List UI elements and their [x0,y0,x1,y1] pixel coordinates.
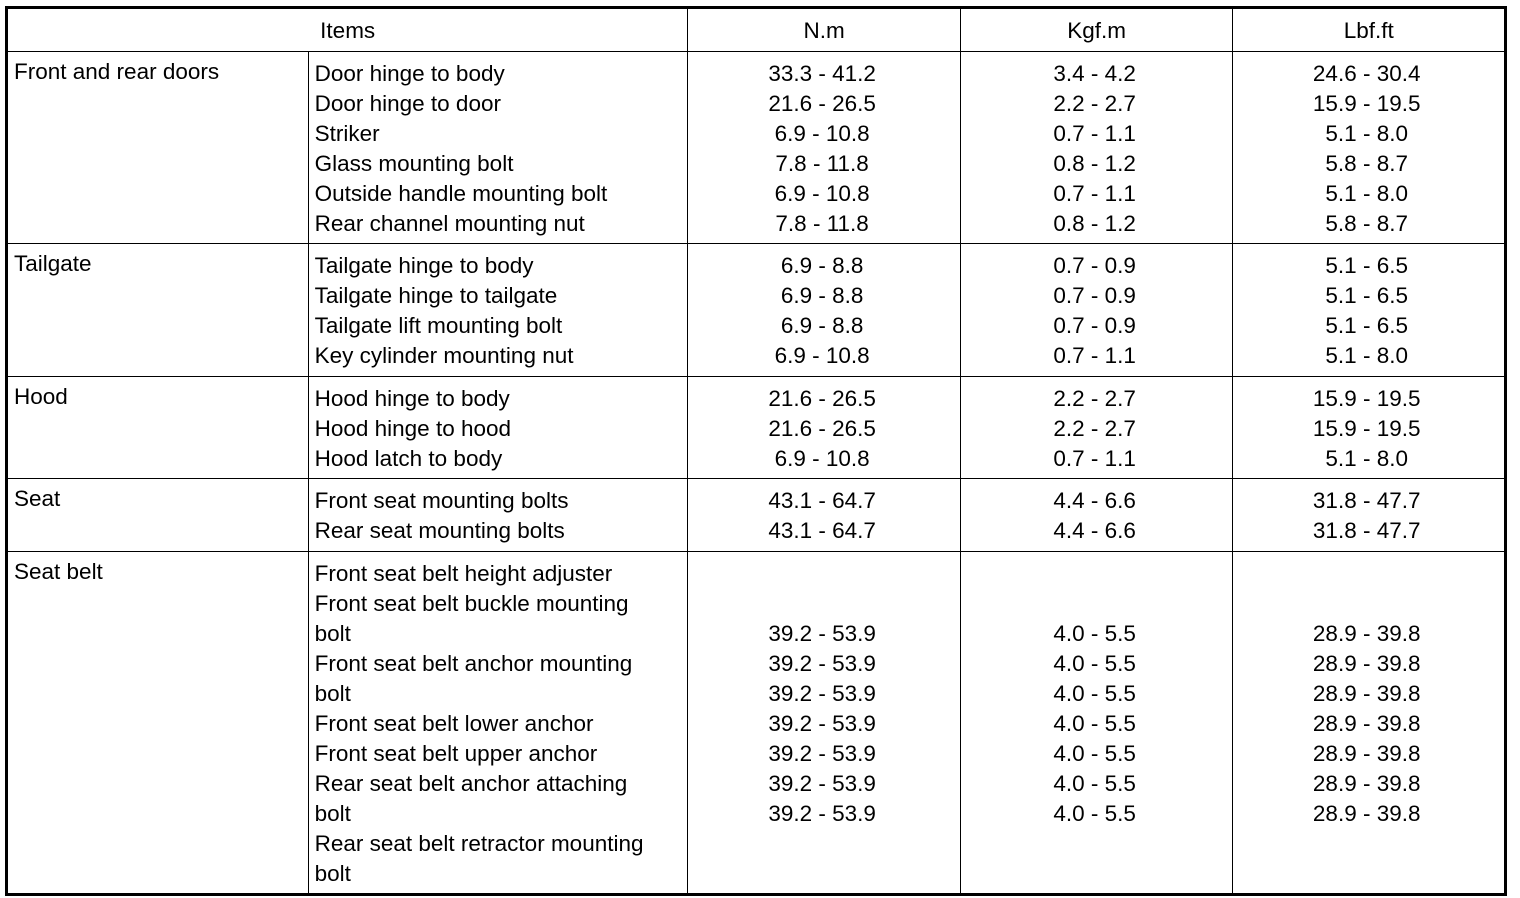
item-label: Glass mounting bolt [314,151,514,176]
item-label: Front seat belt buckle mounting [314,591,629,616]
nm-value: 7.8 - 11.8 [775,151,869,176]
item-label: bolt [314,861,351,886]
kgfm-value: 2.2 - 2.7 [1053,386,1136,411]
lbfft-value: 15.9 - 19.5 [1312,416,1421,441]
nm-value: 7.8 - 11.8 [775,211,869,236]
lbfft-value: 5.1 - 6.5 [1325,283,1408,308]
kgfm-value: 0.7 - 1.1 [1053,446,1136,471]
nm-value: 6.9 - 10.8 [774,446,870,471]
kgfm-value: 2.2 - 2.7 [1053,416,1136,441]
item-label: Hood latch to body [314,446,503,471]
nm-value: 21.6 - 26.5 [768,386,876,411]
item-label: Outside handle mounting bolt [314,181,608,206]
item-label: Door hinge to body [314,61,505,86]
item-label: Key cylinder mounting nut [314,343,574,368]
nm-value: 39.2 - 53.9 [768,711,876,736]
lbfft-value: 31.8 - 47.7 [1312,518,1421,543]
lbfft-value: 5.1 - 8.0 [1325,446,1408,471]
lbfft-value: 5.8 - 8.7 [1325,211,1408,236]
item-label: Door hinge to door [314,91,501,116]
kgfm-value: 0.7 - 0.9 [1053,283,1136,308]
group-row-hood [7,377,1506,479]
kgfm-value: 3.4 - 4.2 [1053,61,1136,86]
item-label: bolt [314,621,351,646]
nm-values [688,552,961,895]
lbfft-value: 5.8 - 8.7 [1325,151,1408,176]
header-lbfft: Lbf.ft [1233,8,1506,52]
kgfm-value: 0.7 - 0.9 [1053,253,1136,278]
item-label: bolt [314,681,351,706]
lbfft-values [1233,479,1506,552]
nm-value: 39.2 - 53.9 [768,801,876,826]
item-label: Hood hinge to hood [314,416,512,441]
item-label: Front seat mounting bolts [314,488,569,513]
nm-value: 39.2 - 53.9 [768,741,876,766]
kgfm-value: 4.0 - 5.5 [1053,711,1136,736]
lbfft-values [1233,552,1506,895]
header-nm: N.m [688,8,961,52]
nm-value: 6.9 - 10.8 [774,181,870,206]
header-row [7,8,1506,52]
group-name: Seat belt [7,552,309,895]
kgfm-values [960,244,1233,377]
kgfm-value: 4.0 - 5.5 [1053,741,1136,766]
group-name: Hood [7,377,309,479]
lbfft-values [1233,377,1506,479]
item-list [308,244,688,377]
lbfft-values [1233,52,1506,244]
kgfm-values [960,479,1233,552]
item-label: Front seat belt height adjuster [314,561,613,586]
kgfm-values [960,377,1233,479]
group-name: Tailgate [7,244,309,377]
item-list [308,52,688,244]
lbfft-value: 5.1 - 8.0 [1325,343,1408,368]
item-label: Tailgate hinge to tailgate [314,283,558,308]
kgfm-value: 4.0 - 5.5 [1053,651,1136,676]
item-label: Rear seat mounting bolts [314,518,565,543]
nm-value: 39.2 - 53.9 [768,771,876,796]
kgfm-value: 4.4 - 6.6 [1053,518,1136,543]
group-row-seatbelt [7,552,1506,895]
kgfm-value: 2.2 - 2.7 [1053,91,1136,116]
nm-values [688,244,961,377]
torque-spec-table [5,6,1507,896]
group-row-doors [7,52,1506,244]
nm-value: 6.9 - 10.8 [774,121,870,146]
lbfft-value: 5.1 - 8.0 [1325,181,1408,206]
item-list [308,479,688,552]
lbfft-value: 31.8 - 47.7 [1312,488,1421,513]
value-spacer [688,559,960,619]
nm-values [688,52,961,244]
kgfm-value: 0.8 - 1.2 [1053,151,1136,176]
item-label: Striker [314,121,380,146]
nm-value: 43.1 - 64.7 [768,488,876,513]
kgfm-value: 4.0 - 5.5 [1053,681,1136,706]
nm-value: 39.2 - 53.9 [768,651,876,676]
item-list [308,377,688,479]
lbfft-value: 28.9 - 39.8 [1312,681,1421,706]
kgfm-value: 0.8 - 1.2 [1053,211,1136,236]
item-label: Hood hinge to body [314,386,510,411]
nm-values [688,377,961,479]
lbfft-value: 28.9 - 39.8 [1312,801,1421,826]
lbfft-values [1233,244,1506,377]
item-label: Rear channel mounting nut [314,211,585,236]
lbfft-value: 28.9 - 39.8 [1312,711,1421,736]
kgfm-value: 0.7 - 1.1 [1053,181,1136,206]
item-list [308,552,688,895]
nm-value: 6.9 - 8.8 [780,313,864,338]
item-label: Rear seat belt anchor attaching [314,771,628,796]
lbfft-value: 5.1 - 6.5 [1325,313,1408,338]
value-spacer [1233,559,1504,619]
kgfm-value: 0.7 - 0.9 [1053,313,1136,338]
item-label: Front seat belt lower anchor [314,711,594,736]
item-label: bolt [314,801,351,826]
kgfm-value: 4.0 - 5.5 [1053,771,1136,796]
kgfm-value: 4.0 - 5.5 [1053,801,1136,826]
lbfft-value: 28.9 - 39.8 [1312,771,1421,796]
lbfft-value: 15.9 - 19.5 [1312,386,1421,411]
nm-value: 39.2 - 53.9 [768,681,876,706]
nm-value: 6.9 - 8.8 [780,253,864,278]
nm-value: 43.1 - 64.7 [768,518,876,543]
group-name: Seat [7,479,309,552]
item-label: Front seat belt upper anchor [314,741,598,766]
item-label: Tailgate hinge to body [314,253,534,278]
lbfft-value: 28.9 - 39.8 [1312,651,1421,676]
kgfm-value: 4.4 - 6.6 [1053,488,1136,513]
value-spacer [961,559,1233,619]
lbfft-value: 5.1 - 6.5 [1325,253,1408,278]
kgfm-values [960,52,1233,244]
nm-value: 21.6 - 26.5 [768,91,876,116]
kgfm-value: 4.0 - 5.5 [1053,621,1136,646]
item-label: Tailgate lift mounting bolt [314,313,563,338]
nm-value: 33.3 - 41.2 [768,61,876,86]
group-row-tailgate [7,244,1506,377]
header-kgfm: Kgf.m [960,8,1233,52]
header-items: Items [7,8,688,52]
nm-value: 39.2 - 53.9 [768,621,876,646]
kgfm-value: 0.7 - 1.1 [1053,343,1136,368]
kgfm-values [960,552,1233,895]
nm-value: 6.9 - 10.8 [774,343,870,368]
kgfm-value: 0.7 - 1.1 [1053,121,1136,146]
lbfft-value: 24.6 - 30.4 [1312,61,1421,86]
nm-value: 21.6 - 26.5 [768,416,876,441]
item-label: Front seat belt anchor mounting [314,651,633,676]
nm-value: 6.9 - 8.8 [780,283,864,308]
group-name: Front and rear doors [7,52,309,244]
lbfft-value: 28.9 - 39.8 [1312,621,1421,646]
lbfft-value: 28.9 - 39.8 [1312,741,1421,766]
lbfft-value: 5.1 - 8.0 [1325,121,1408,146]
lbfft-value: 15.9 - 19.5 [1312,91,1421,116]
item-label: Rear seat belt retractor mounting [314,831,644,856]
nm-values [688,479,961,552]
group-row-seat [7,479,1506,552]
